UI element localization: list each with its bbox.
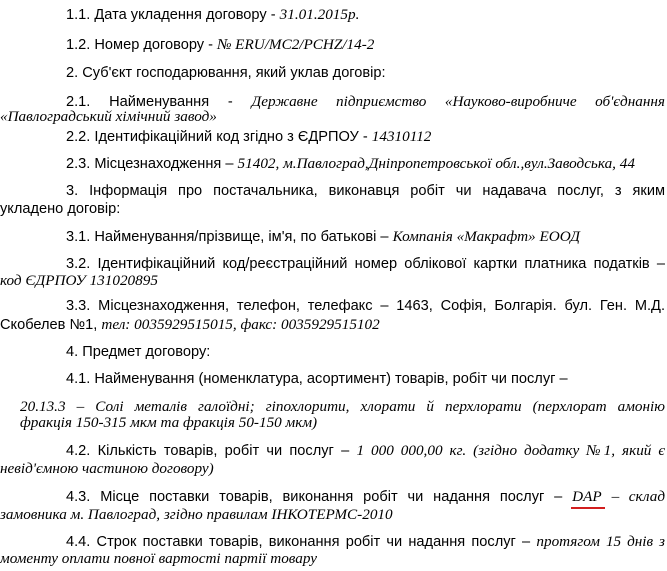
item-4-3-line1	[0, 488, 665, 506]
item-4-4-value-line1: протягом 15 днів з	[536, 533, 665, 550]
item-4-2-label: 4.2. Кількість товарів, робіт чи послуг –	[66, 443, 350, 459]
item-1-2-label: 1.2. Номер договору -	[66, 37, 213, 53]
item-2-2-value: 14310112	[371, 128, 432, 145]
item-3-2-line2	[0, 272, 665, 290]
item-4-4-line2	[0, 550, 665, 568]
item-4-1-line1	[0, 371, 665, 388]
item-3-3-line2	[0, 316, 665, 334]
item-4-3-line2	[0, 506, 665, 524]
item-4-3-label: 4.3. Місце поставки товарів, виконання робіт чи надання послуг –	[66, 489, 563, 505]
item-3-1-value: Компанія «Макрафт» ЕООД	[392, 228, 580, 245]
item-2-1-label: 2.1. Найменування -	[66, 94, 233, 110]
item-2-3	[0, 155, 665, 173]
item-2-3-label: 2.3. Місцезнаходження –	[66, 156, 234, 172]
item-2-3-value: 51402, м.Павлоград,Дніпропетровської обл.,вул.Заводська, 44	[237, 155, 635, 172]
item-1-2	[0, 36, 665, 54]
item-3-3-plain: Скобелев №1,	[0, 317, 98, 333]
item-4-1-line3	[0, 414, 665, 432]
item-4-2-value-line2: невід'ємною частиною договору)	[0, 460, 214, 477]
section-4-heading	[0, 344, 665, 361]
section-3-heading-line1: 3. Інформація про постачальника, виконавця робіт чи надавача послуг, з яким	[66, 183, 665, 199]
section-2-heading-text: 2. Суб'єкт господарювання, який уклав договір:	[66, 65, 386, 81]
item-4-2-line1	[0, 442, 665, 460]
item-4-1-value-line1: 20.13.3 – Солі металів галоїдні; гіпохлорити, хлорати й перхлорати (перхлорат амонію	[20, 398, 665, 415]
item-2-1-value-line2: «Павлоградський хімічний завод»	[0, 108, 217, 125]
item-1-1	[0, 6, 665, 24]
item-3-3-line1	[0, 298, 665, 315]
item-2-2-label: 2.2. Ідентифікаційний код згідно з ЄДРПОУ -	[66, 129, 368, 145]
dap-term: DAP	[572, 488, 602, 505]
item-4-1-label: 4.1. Найменування (номенклатура, асортимент) товарів, робіт чи послуг –	[66, 371, 568, 387]
item-4-2-line2	[0, 460, 665, 478]
item-2-1-value-line1: Державне підприємство «Науково-виробниче об'єднання	[251, 93, 665, 110]
item-3-3-value: тел: 0035929515015, факс: 0035929515102	[101, 316, 380, 333]
item-3-2-line1	[0, 256, 665, 273]
item-1-2-value: № ERU/MC2/PCHZ/14-2	[217, 36, 375, 53]
item-3-1	[0, 228, 665, 246]
item-3-3-label: 3.3. Місцезнаходження, телефон, телефакс – 1463, Софія, Болгарія. бул. Ген. М.Д.	[66, 298, 665, 314]
item-3-2-label: 3.2. Ідентифікаційний код/реєстраційний номер облікової картки платника податків –	[66, 256, 665, 272]
item-4-3-value-tail: – склад	[611, 488, 666, 505]
item-1-1-value: 31.01.2015р.	[279, 6, 360, 23]
item-4-2-value-line1: 1 000 000,00 кг. (згідно додатку №1, який є	[356, 442, 666, 459]
item-4-4-label: 4.4. Строк поставки товарів, виконання робіт чи надання послуг –	[66, 534, 531, 550]
section-3-line2	[0, 201, 665, 218]
item-2-2	[0, 128, 665, 146]
section-3-heading-line2: укладено договір:	[0, 201, 121, 217]
item-4-3-value-line2: замовника м. Павлоград, згідно правилам ІНКОТЕРМС-2010	[0, 506, 393, 523]
section-2-heading	[0, 65, 665, 82]
item-4-4-value-line2: моменту оплати повної вартості партії товару	[0, 550, 318, 567]
section-4-heading-text: 4. Предмет договору:	[66, 344, 211, 360]
item-1-1-label: 1.1. Дата укладення договору -	[66, 7, 276, 23]
section-3-line1	[0, 183, 665, 200]
item-3-1-label: 3.1. Найменування/прізвище, ім'я, по батькові –	[66, 229, 389, 245]
item-4-1-value-line2: фракція 150-315 мкм та фракція 50-150 мкм)	[20, 414, 318, 431]
item-2-1-line2	[0, 108, 665, 126]
item-3-2-value: код ЄДРПОУ 131020895	[0, 272, 158, 289]
item-4-4-line1	[0, 533, 665, 551]
